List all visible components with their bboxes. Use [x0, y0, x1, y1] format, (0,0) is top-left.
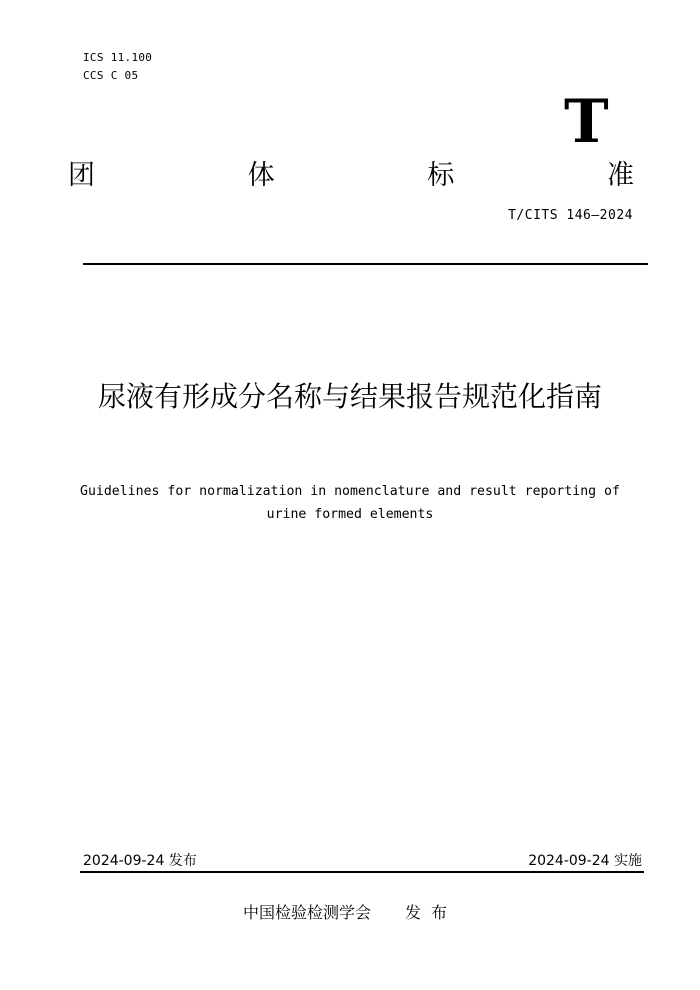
- publisher-line: [0, 900, 700, 923]
- top-divider: [83, 263, 648, 265]
- standard-code: T/CITS 146—2024: [508, 208, 633, 223]
- title-chinese: 尿液有形成分名称与结果报告规范化指南: [97, 380, 602, 413]
- publisher-org: 中国检验检测学会: [242, 903, 371, 922]
- standard-type-char-3: 标: [427, 160, 455, 191]
- ics-code: ICS 11.100: [83, 51, 153, 64]
- standard-type-char-1: 团: [68, 160, 95, 191]
- ccs-code: CCS C 05: [83, 69, 139, 82]
- issue-date: 2024-09-24 发布: [83, 853, 197, 869]
- title-english: Guidelines for normalization in nomenclature and result reporting of urine formed elements: [80, 484, 620, 522]
- standard-type-char-2: 体: [247, 160, 275, 191]
- standard-type-heading: [68, 160, 634, 192]
- standard-category-letter: T: [564, 87, 609, 157]
- bottom-divider: [80, 871, 644, 873]
- standard-type-char-4: 准: [606, 160, 634, 191]
- implementation-date: 2024-09-24 实施: [528, 853, 642, 869]
- publisher-verb: 发布: [405, 903, 458, 922]
